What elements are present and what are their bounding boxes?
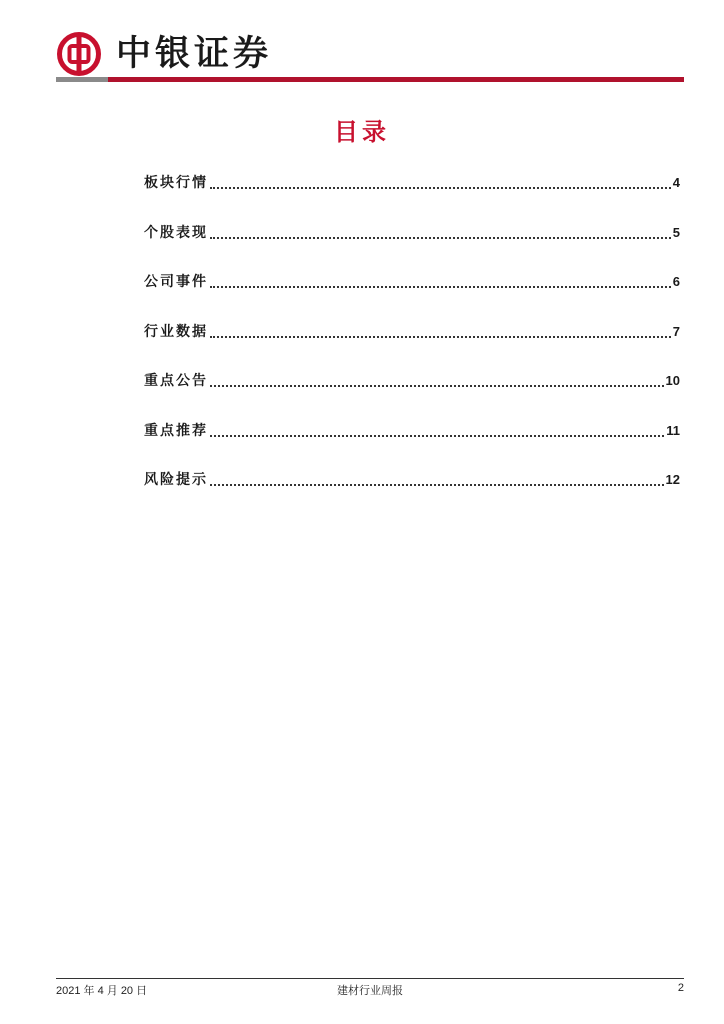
toc-item-page: 6	[672, 274, 680, 289]
toc-leader-dots	[210, 285, 671, 288]
toc-item-page: 11	[666, 422, 680, 438]
toc-item-label: 风险提示	[144, 472, 208, 488]
toc-title: 目录	[334, 118, 390, 146]
toc-item-page: 5	[672, 224, 680, 240]
toc-item[interactable]	[144, 222, 680, 242]
toc-leader-dots	[210, 384, 664, 387]
footer-date: 2021 年 4 月 20 日	[56, 985, 148, 997]
header-rule-red	[108, 77, 684, 82]
toc-item[interactable]	[144, 271, 680, 291]
toc-item-label: 公司事件	[144, 274, 208, 290]
footer-report-name: 建材行业周报	[337, 984, 403, 997]
header-rule-grey	[56, 77, 108, 82]
toc-leader-dots	[210, 236, 671, 239]
toc-item[interactable]	[144, 172, 680, 192]
footer-page-number: 2	[677, 982, 684, 994]
brand-name: 中银证券	[116, 33, 273, 74]
toc-item-label: 板块行情	[144, 175, 208, 191]
toc-item[interactable]	[144, 420, 680, 440]
bank-of-china-logo-icon	[56, 31, 102, 77]
toc-leader-dots	[210, 434, 664, 437]
toc-leader-dots	[210, 483, 664, 486]
toc-item-page: 4	[672, 175, 680, 190]
toc-item-page: 7	[672, 323, 680, 339]
toc-item[interactable]	[144, 370, 680, 390]
footer-rule	[56, 978, 684, 979]
toc-item-page: 12	[665, 472, 680, 487]
toc-leader-dots	[210, 335, 671, 338]
toc-item[interactable]	[144, 469, 680, 489]
toc-item-label: 行业数据	[144, 323, 208, 340]
toc-item[interactable]	[144, 321, 680, 341]
toc-item-label: 个股表现	[144, 224, 208, 241]
page-footer	[56, 982, 684, 1000]
toc-item-label: 重点公告	[144, 373, 208, 389]
toc-leader-dots	[210, 186, 671, 189]
toc-item-page: 10	[665, 373, 680, 388]
toc-item-label: 重点推荐	[144, 422, 208, 439]
table-of-contents	[144, 172, 680, 519]
page-header	[56, 28, 686, 78]
